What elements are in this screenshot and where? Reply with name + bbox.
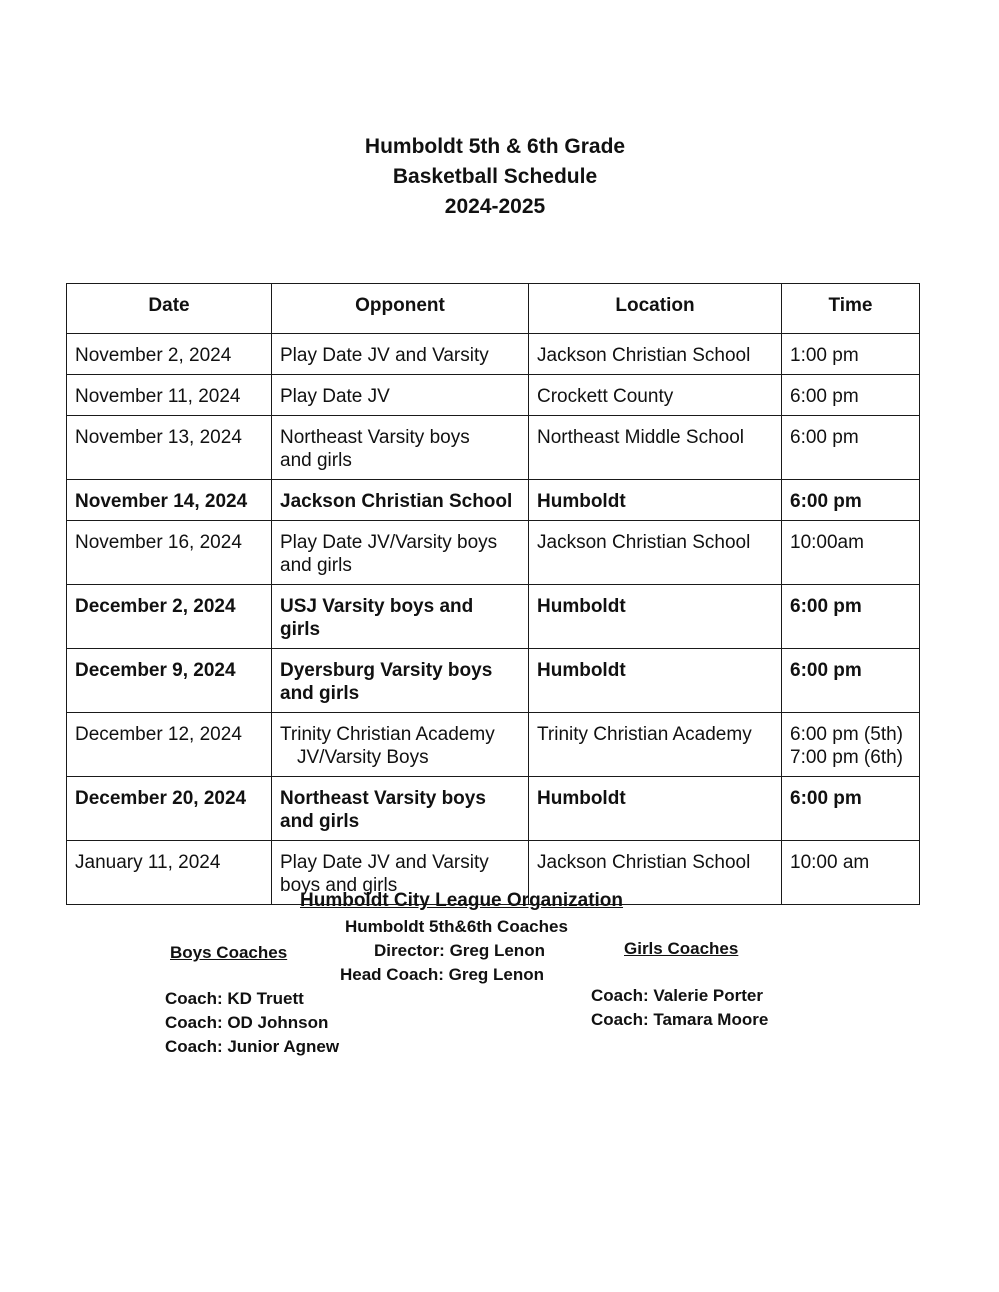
location-cell: Humboldt: [529, 777, 782, 841]
opponent-line: and girls: [280, 555, 352, 576]
table-row: [67, 334, 920, 375]
coaches-subtitle: Humboldt 5th&6th Coaches: [345, 917, 568, 936]
title-line-1: Humboldt 5th & 6th Grade: [364, 135, 626, 158]
opponent-cell: [272, 334, 529, 375]
schedule-table: [66, 283, 920, 905]
boys-coaches-list: [165, 987, 339, 1059]
opponent-line: boys and girls: [280, 875, 398, 896]
location-cell: Humboldt: [529, 649, 782, 713]
director-line: Director: Greg Lenon: [374, 941, 545, 960]
date-cell: November 13, 2024: [67, 416, 272, 480]
schedule-body: [67, 334, 920, 905]
time-line: 6:00 pm: [790, 386, 859, 407]
opponent-line: USJ Varsity boys and: [280, 596, 474, 617]
opponent-line: Northeast Varsity boys: [280, 788, 486, 809]
opponent-line: Play Date JV and Varsity: [280, 345, 489, 366]
time-line: 6:00 pm: [790, 596, 862, 617]
boys-coach-item: Coach: OD Johnson: [165, 1013, 329, 1032]
time-cell: [782, 713, 920, 777]
header-time: Time: [782, 284, 920, 334]
head-coach-line: Head Coach: Greg Lenon: [340, 965, 545, 984]
opponent-line: Northeast Varsity boys: [280, 427, 470, 448]
location-cell: Crockett County: [529, 375, 782, 416]
date-cell: January 11, 2024: [67, 841, 272, 905]
location-cell: Northeast Middle School: [529, 416, 782, 480]
opponent-cell: [272, 713, 529, 777]
opponent-line: and girls: [280, 450, 352, 471]
date-cell: November 16, 2024: [67, 521, 272, 585]
organization-title: Humboldt City League Organization: [300, 890, 624, 911]
table-header-row: [67, 284, 920, 334]
date-cell: December 12, 2024: [67, 713, 272, 777]
girls-coach-item: Coach: Valerie Porter: [591, 986, 763, 1005]
location-cell: Jackson Christian School: [529, 841, 782, 905]
girls-coaches-list: [591, 984, 768, 1032]
table-row: [67, 375, 920, 416]
header-location: Location: [529, 284, 782, 334]
header-date: Date: [67, 284, 272, 334]
time-cell: [782, 334, 920, 375]
time-line: 7:00 pm (6th): [790, 747, 903, 768]
time-line: 10:00 am: [790, 852, 870, 873]
table-row: [67, 416, 920, 480]
time-cell: [782, 375, 920, 416]
table-row: [67, 649, 920, 713]
date-cell: November 14, 2024: [67, 480, 272, 521]
opponent-cell: [272, 585, 529, 649]
opponent-cell: [272, 375, 529, 416]
girls-coaches-heading: Girls Coaches: [624, 939, 739, 958]
time-line: 6:00 pm (5th): [790, 724, 903, 745]
time-line: 6:00 pm: [790, 491, 862, 512]
time-cell: [782, 777, 920, 841]
table-row: [67, 521, 920, 585]
opponent-line: and girls: [280, 683, 360, 704]
time-line: 6:00 pm: [790, 788, 862, 809]
time-cell: [782, 585, 920, 649]
location-cell: Humboldt: [529, 480, 782, 521]
time-line: 10:00am: [790, 532, 864, 553]
opponent-cell: [272, 521, 529, 585]
location-cell: Jackson Christian School: [529, 521, 782, 585]
date-cell: December 9, 2024: [67, 649, 272, 713]
opponent-line: Jackson Christian School: [280, 491, 513, 512]
opponent-line: Dyersburg Varsity boys: [280, 660, 493, 681]
location-cell: Jackson Christian School: [529, 334, 782, 375]
time-cell: [782, 521, 920, 585]
opponent-line: Play Date JV and Varsity: [280, 852, 489, 873]
opponent-line: JV/Varsity Boys: [297, 747, 429, 768]
opponent-line: Play Date JV: [280, 386, 390, 407]
time-line: 1:00 pm: [790, 345, 859, 366]
time-cell: [782, 480, 920, 521]
location-cell: Humboldt: [529, 585, 782, 649]
location-cell: Trinity Christian Academy: [529, 713, 782, 777]
opponent-cell: [272, 480, 529, 521]
table-row: [67, 777, 920, 841]
time-cell: [782, 649, 920, 713]
table-row: [67, 480, 920, 521]
date-cell: December 20, 2024: [67, 777, 272, 841]
title-line-2: Basketball Schedule: [392, 165, 598, 188]
time-cell: [782, 841, 920, 905]
boys-coach-item: Coach: KD Truett: [165, 989, 304, 1008]
boys-coach-item: Coach: Junior Agnew: [165, 1037, 340, 1056]
opponent-line: Trinity Christian Academy: [280, 724, 495, 745]
boys-coaches-heading: Boys Coaches: [170, 943, 288, 962]
title-line-3: 2024-2025: [444, 195, 546, 218]
opponent-cell: [272, 416, 529, 480]
date-cell: November 11, 2024: [67, 375, 272, 416]
opponent-cell: [272, 649, 529, 713]
time-line: 6:00 pm: [790, 427, 859, 448]
header-opponent: Opponent: [272, 284, 529, 334]
opponent-line: girls: [280, 619, 321, 640]
time-cell: [782, 416, 920, 480]
opponent-line: and girls: [280, 811, 360, 832]
date-cell: December 2, 2024: [67, 585, 272, 649]
table-row: [67, 713, 920, 777]
date-cell: November 2, 2024: [67, 334, 272, 375]
opponent-cell: [272, 777, 529, 841]
document-title: [295, 132, 695, 222]
girls-coach-item: Coach: Tamara Moore: [591, 1010, 769, 1029]
time-line: 6:00 pm: [790, 660, 862, 681]
table-row: [67, 585, 920, 649]
opponent-line: Play Date JV/Varsity boys: [280, 532, 498, 553]
